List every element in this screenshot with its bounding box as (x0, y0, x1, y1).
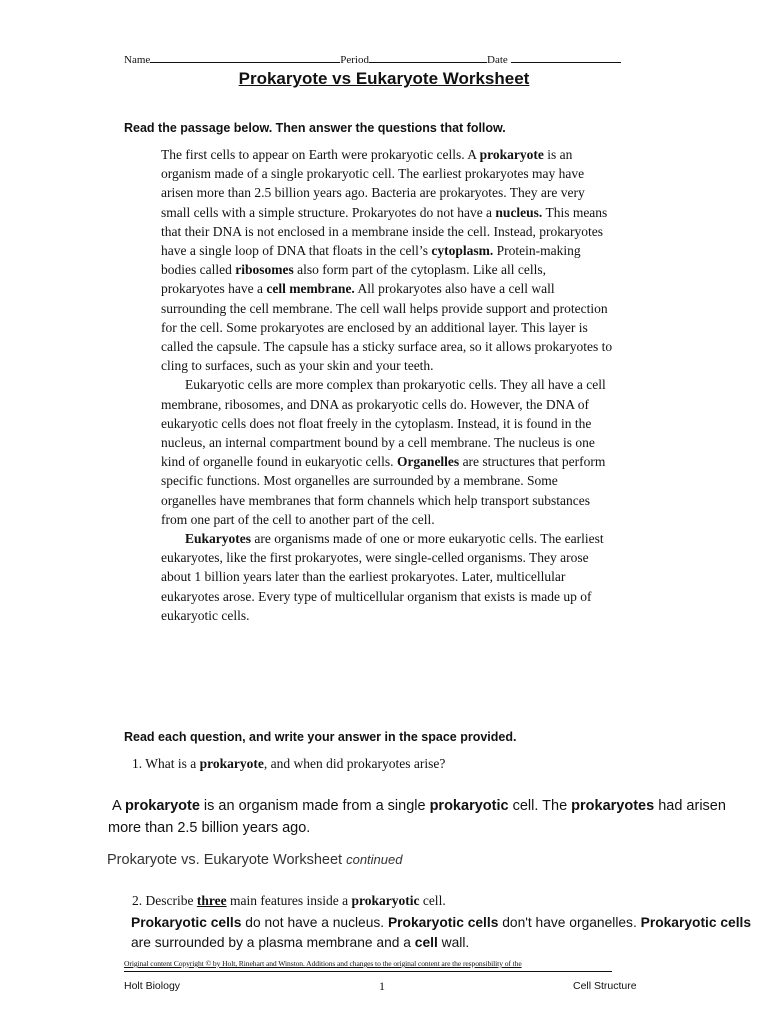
answer-1[interactable]: A prokaryote is an organism made from a single prokaryotic cell. The prokaryotes had arisen more than 2.5 billion years ago. (108, 798, 726, 836)
reading-instruction: Read the passage below. Then answer the questions that follow. (124, 121, 506, 135)
passage-paragraph-1: The first cells to appear on Earth were prokaryotic cells. A prokaryote is an organism made of a single prokaryotic cell. The earliest prokaryotes may have arisen more than 2.5 billion years ago. Bacteria are prokaryotes. They are very small cells with a simple structure. Prokaryotes do not have a nucleus. This means that their DNA is not enclosed in a membrane inside the cell. Instead, prokaryotes have a single loop of DNA that floats in the cell’s cytoplasm. Protein-making bodies called ribosomes also form part of the cytoplasm. Like all cells, prokaryotes have a cell membrane. All prokaryotes also have a cell wall surrounding the cell membrane. The cell wall helps provide support and protection for the cell. Some prokaryotes are enclosed by an additional layer. This layer is called the capsule. The capsule has a sticky surface area, so it allows prokaryotes to cling to surfaces, such as your skin and your teeth. (161, 147, 613, 374)
passage-paragraph-3: Eukaryotes are organisms made of one or more eukaryotic cells. The earliest eukaryotes, like the first prokaryotes, were single-celled organisms. They arose about 1 billion years later than the earliest prokaryotes. Later, multicellular eukaryotes arose. Every type of multicellular organism that exists is made up of eukaryotic cells. (161, 531, 604, 623)
period-label: Period (340, 54, 369, 66)
answer-2[interactable]: Prokaryotic cells do not have a nucleus. Prokaryotic cells don't have organelles. Prokaryotic cells are surrounded by a plasma membrane and a cell wall. (131, 915, 752, 950)
footer-chapter: Cell Structure (573, 980, 637, 992)
name-label: Name (124, 54, 151, 66)
footer-rule (124, 971, 612, 972)
page-number: 1 (379, 979, 385, 993)
question-instruction: Read each question, and write your answer in the space provided. (124, 730, 517, 744)
name-blank[interactable] (150, 51, 340, 63)
footer-book-title: Holt Biology (124, 980, 181, 992)
question-2: 2. Describe three main features inside a prokaryotic cell. (132, 893, 446, 908)
passage-paragraph-2: Eukaryotic cells are more complex than prokaryotic cells. They all have a cell membrane, ribosomes, and DNA as prokaryotic cells do. However, the DNA of eukaryotic cells does not float freely in the cytoplasm. Instead, it is found in the nucleus, an internal compartment bound by a cell membrane. The nucleus is one kind of organelle found in eukaryotic cells. Organelles are structures that perform specific functions. Most organelles are surrounded by a membrane. Some organelles have membranes that form channels which help transport substances from one part of the cell to another part of the cell. (161, 377, 606, 527)
question-1: 1. What is a prokaryote, and when did prokaryotes arise? (132, 756, 446, 771)
continued-heading: Prokaryote vs. Eukaryote Worksheet continued (107, 852, 403, 868)
date-label: Date (487, 54, 508, 66)
reading-passage (161, 145, 613, 625)
page-title: Prokaryote vs Eukaryote Worksheet (238, 69, 530, 88)
date-blank[interactable] (511, 51, 621, 63)
student-info-header (124, 51, 644, 66)
period-blank[interactable] (369, 51, 487, 63)
copyright-notice: Original content Copyright © by Holt, Rinehart and Winston. Additions and changes to the original content are the responsibility of the (124, 959, 522, 968)
